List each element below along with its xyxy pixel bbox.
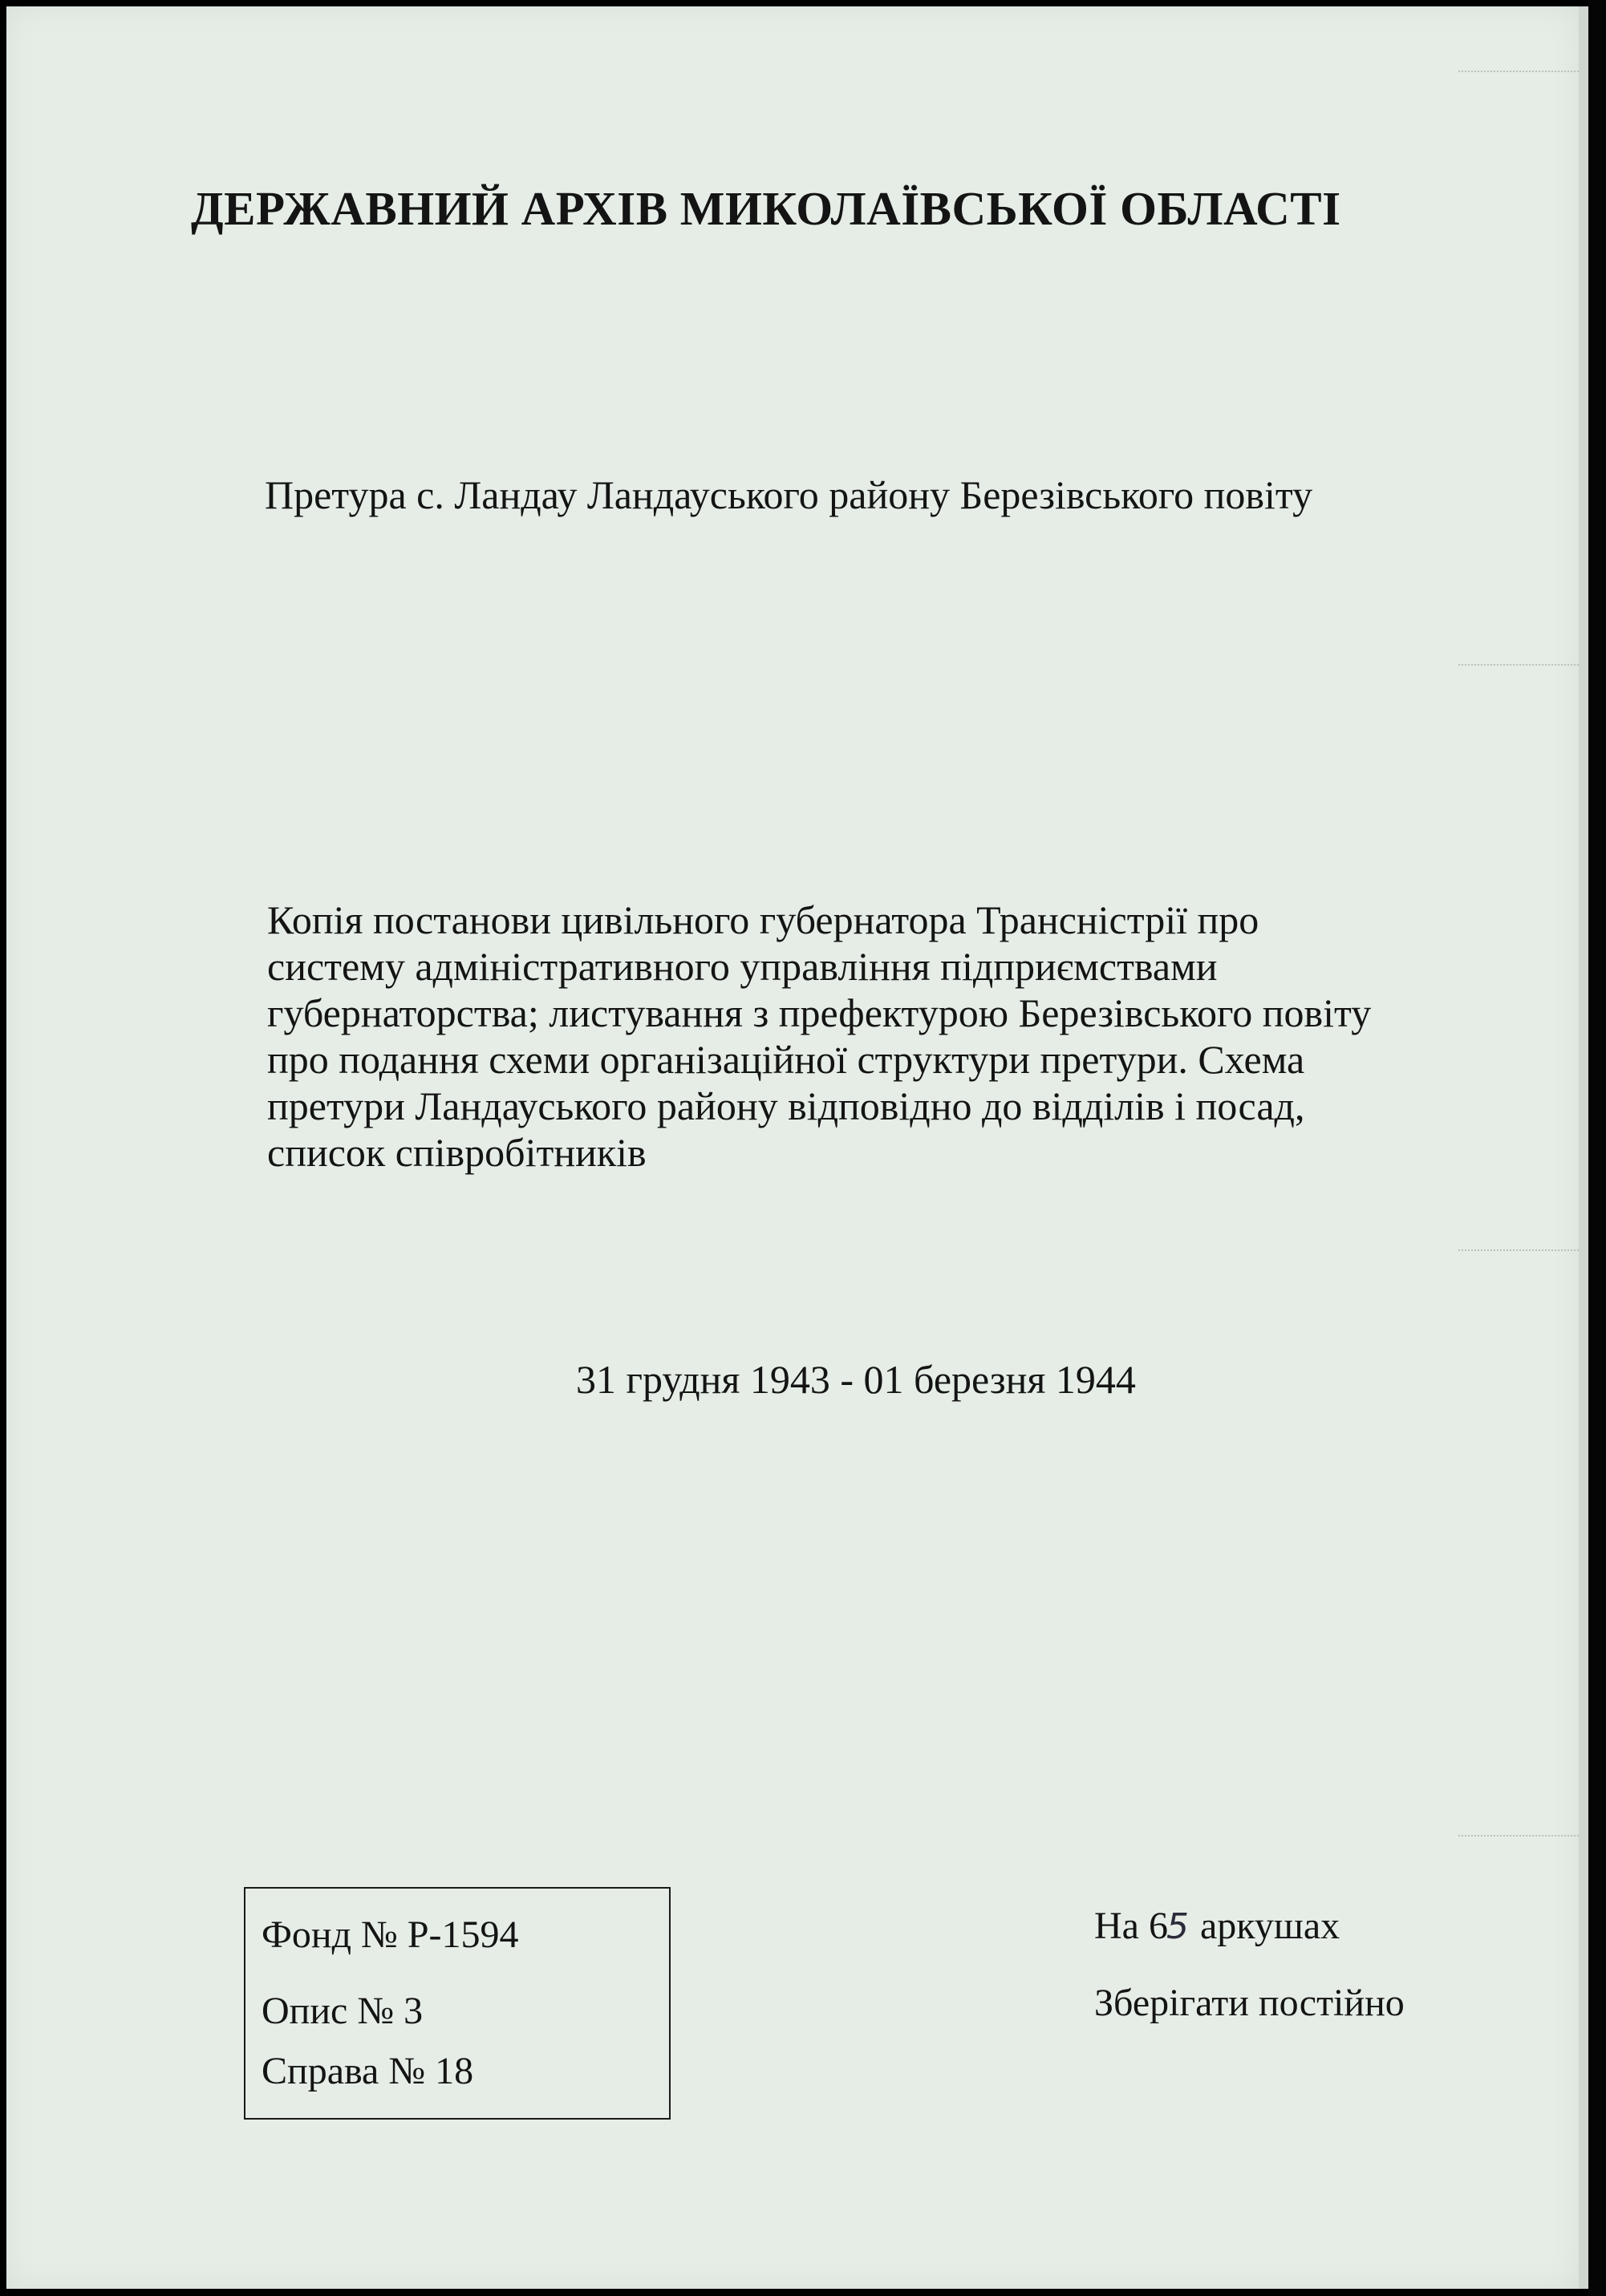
sheet-count-prefix: На 6: [1094, 1905, 1168, 1947]
description-line: губернаторства; листування з префектурою Березівського повіту: [267, 990, 1372, 1035]
description-line: про подання схеми організаційної структури претури. Схема: [267, 1037, 1305, 1082]
file-reference-box: [244, 1887, 671, 2120]
edge-mark: [1458, 664, 1579, 666]
edge-mark: [1458, 1249, 1579, 1252]
page-edge: [1579, 6, 1588, 2289]
fond-number: Фонд № Р-1594: [262, 1913, 519, 1956]
handwritten-digit: 5: [1166, 1906, 1189, 1947]
case-description: [267, 897, 1486, 1176]
document-sheet: [6, 6, 1579, 2289]
scan-background: [1588, 0, 1606, 2296]
description-line: список співробітників: [267, 1130, 647, 1175]
sheet-count-suffix: аркушах: [1199, 1905, 1340, 1947]
date-range: 31 грудня 1943 - 01 березня 1944: [576, 1357, 1136, 1402]
description-line: претури Ландауського району відповідно до відділів і посад,: [267, 1083, 1305, 1128]
storage-note: Зберігати постійно: [1094, 1982, 1405, 2024]
description-line: Копія постанови цивільного губернатора Трансністрії про: [267, 897, 1259, 942]
sheet-count: [1094, 1904, 1340, 1948]
edge-mark: [1458, 71, 1579, 73]
opys-number: Опис № 3: [262, 1990, 424, 2032]
archive-title: ДЕРЖАВНИЙ АРХІВ МИКОЛАЇВСЬКОЇ ОБЛАСТІ: [191, 182, 1341, 235]
sprava-number: Справа № 18: [262, 2050, 474, 2092]
edge-mark: [1458, 1835, 1579, 1837]
description-line: систему адміністративного управління підприємствами: [267, 944, 1218, 989]
institution-name: Претура с. Ландау Ландауського району Березівського повіту: [265, 472, 1313, 517]
